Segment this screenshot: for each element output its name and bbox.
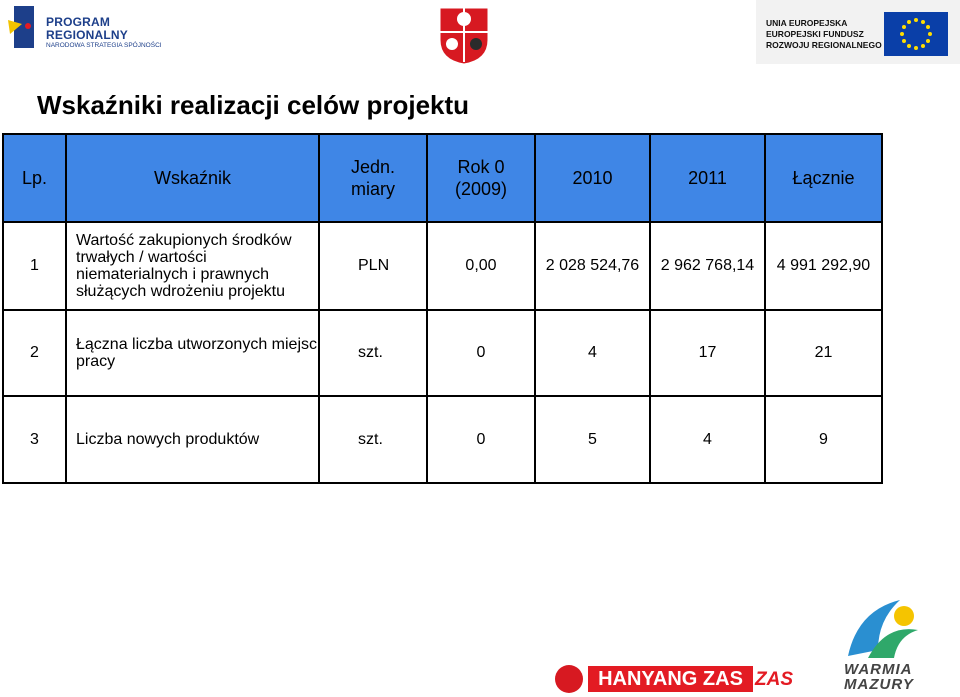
table-row [3,396,882,483]
hanyang-emblem-icon [555,665,583,693]
header-rok0-line1: Rok 0 [457,157,505,177]
program-regionalny-mark-icon [8,6,38,50]
cell-indicator: Łączna liczba utworzonych miejsc pracy [66,310,319,396]
program-regionalny-logo [8,6,162,58]
program-regionalny-title: PROGRAM REGIONALNY [46,15,129,42]
cell-2011: 4 [650,396,765,483]
cell-2010: 2 028 524,76 [535,222,650,310]
zas-mark: ZAS [755,669,793,690]
indicators-table [2,133,883,484]
cell-rok0: 0,00 [427,222,535,310]
header-2010: 2010 [535,134,650,222]
eu-flag-icon [884,12,948,56]
cell-indicator: Wartość zakupionych środków trwałych / wartości niematerialnych i prawnych służących wdrożeniu projektu [66,222,319,310]
hanyang-label: HANYANG ZAS [588,666,753,692]
header-2011: 2011 [650,134,765,222]
table-row [3,310,882,396]
cell-2010: 5 [535,396,650,483]
header-lp: Lp. [3,134,66,222]
program-regionalny-subtitle: NARODOWA STRATEGIA SPÓJNOŚCI [46,42,162,49]
table-row [3,222,882,310]
warmia-mazury-mark-icon [838,590,950,662]
eu-logo [756,0,960,64]
cell-total: 9 [765,396,882,483]
header-rok0 [427,134,535,222]
header-unit: Jedn. miary [319,134,427,222]
cell-2011: 17 [650,310,765,396]
hanyang-zas-logo [555,663,813,695]
warmia-mazury-text: WARMIA MAZURY [844,661,914,693]
cell-total: 4 991 292,90 [765,222,882,310]
cell-lp: 3 [3,396,66,483]
cell-indicator: Liczba nowych produktów [66,396,319,483]
cell-lp: 1 [3,222,66,310]
eu-logo-text: UNIA EUROPEJSKA EUROPEJSKI FUNDUSZ ROZWOJU REGIONALNEGO [766,18,882,50]
cell-unit: szt. [319,310,427,396]
cell-rok0: 0 [427,396,535,483]
cell-unit: PLN [319,222,427,310]
cell-lp: 2 [3,310,66,396]
warmia-mazury-logo [838,590,950,695]
cell-unit: szt. [319,396,427,483]
cell-2010: 4 [535,310,650,396]
cell-total: 21 [765,310,882,396]
coat-of-arms-icon [438,6,490,66]
header-indicator: Wskaźnik [66,134,319,222]
cell-rok0: 0 [427,310,535,396]
header-total: Łącznie [765,134,882,222]
table-header-row [3,134,882,222]
cell-2011: 2 962 768,14 [650,222,765,310]
header-rok0-line2: (2009) [454,179,508,199]
page-title: Wskaźniki realizacji celów projektu [37,90,470,120]
